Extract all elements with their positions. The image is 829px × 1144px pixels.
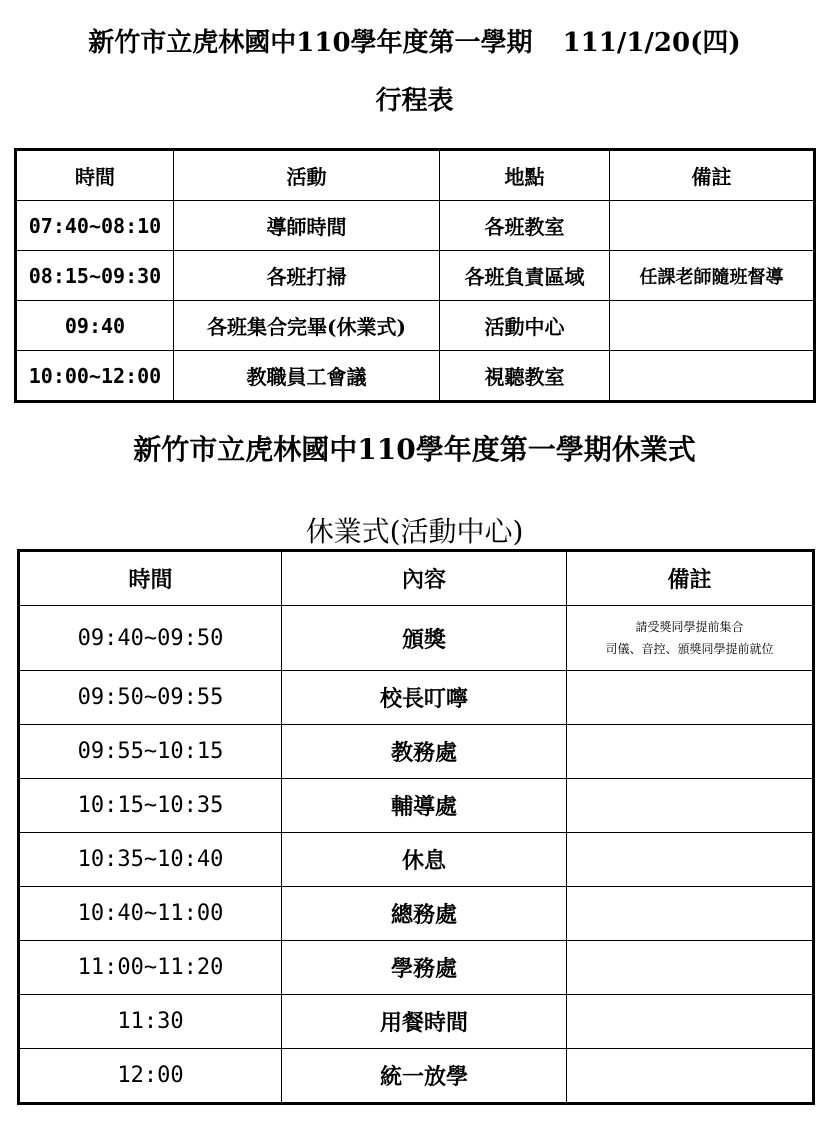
note-cell xyxy=(567,1049,814,1104)
activity-cell: 導師時間 xyxy=(174,201,440,251)
time-cell: 10:40~11:00 xyxy=(19,887,282,941)
time-cell: 09:40~09:50 xyxy=(19,606,282,671)
header-note: 備註 xyxy=(610,150,815,201)
ceremony-header-row xyxy=(19,551,814,606)
header-location: 地點 xyxy=(440,150,610,201)
time-cell: 10:15~10:35 xyxy=(19,779,282,833)
activity-cell: 各班集合完畢(休業式) xyxy=(174,301,440,351)
schedule-header-row xyxy=(16,150,815,201)
content-cell: 輔導處 xyxy=(282,779,567,833)
location-cell: 各班負責區域 xyxy=(440,251,610,301)
table-row xyxy=(19,779,814,833)
content-cell: 總務處 xyxy=(282,887,567,941)
document-title xyxy=(0,22,829,59)
table-row xyxy=(19,1049,814,1104)
note-cell xyxy=(567,779,814,833)
time-cell: 09:40 xyxy=(16,301,174,351)
table-row xyxy=(19,671,814,725)
content-cell: 用餐時間 xyxy=(282,995,567,1049)
table-row xyxy=(16,351,815,402)
time-cell: 11:00~11:20 xyxy=(19,941,282,995)
content-cell: 休息 xyxy=(282,833,567,887)
ceremony-table xyxy=(17,549,815,1105)
header-content: 內容 xyxy=(282,551,567,606)
note-cell xyxy=(567,671,814,725)
table-row xyxy=(19,606,814,671)
ceremony-heading: 休業式(活動中心) xyxy=(305,515,524,548)
time-cell: 10:35~10:40 xyxy=(19,833,282,887)
note-cell xyxy=(567,941,814,995)
note-cell xyxy=(567,606,814,671)
time-cell: 11:30 xyxy=(19,995,282,1049)
time-cell: 10:00~12:00 xyxy=(16,351,174,402)
table-row xyxy=(16,201,815,251)
activity-cell: 各班打掃 xyxy=(174,251,440,301)
note-line: 請受獎同學提前集合 xyxy=(635,620,744,634)
table-row xyxy=(19,941,814,995)
table-row xyxy=(16,301,815,351)
schedule-table xyxy=(14,148,816,403)
location-cell: 視聽教室 xyxy=(440,351,610,402)
title-date: 111/1/20(四) xyxy=(562,28,741,58)
schedule-heading: 行程表 xyxy=(375,86,454,116)
table-row xyxy=(19,833,814,887)
content-cell: 校長叮嚀 xyxy=(282,671,567,725)
note-cell xyxy=(567,725,814,779)
location-cell: 活動中心 xyxy=(440,301,610,351)
note-cell xyxy=(610,301,815,351)
content-cell: 統一放學 xyxy=(282,1049,567,1104)
table-row xyxy=(19,995,814,1049)
header-note: 備註 xyxy=(567,551,814,606)
table-row xyxy=(19,887,814,941)
content-cell: 學務處 xyxy=(282,941,567,995)
title-text: 新竹市立虎林國中110學年度第一學期 xyxy=(88,28,533,58)
activity-cell: 教職員工會議 xyxy=(174,351,440,402)
table-row xyxy=(16,251,815,301)
location-cell: 各班教室 xyxy=(440,201,610,251)
time-cell: 09:55~10:15 xyxy=(19,725,282,779)
note-cell xyxy=(610,351,815,402)
time-cell: 09:50~09:55 xyxy=(19,671,282,725)
note-cell xyxy=(610,201,815,251)
note-cell: 任課老師隨班督導 xyxy=(610,251,815,301)
table-row xyxy=(19,725,814,779)
content-cell: 教務處 xyxy=(282,725,567,779)
note-line: 司儀、音控、頒獎同學提前就位 xyxy=(605,642,774,656)
time-cell: 08:15~09:30 xyxy=(16,251,174,301)
header-time: 時間 xyxy=(16,150,174,201)
ceremony-title: 新竹市立虎林國中110學年度第一學期休業式 xyxy=(133,433,696,466)
header-time: 時間 xyxy=(19,551,282,606)
note-cell xyxy=(567,887,814,941)
time-cell: 12:00 xyxy=(19,1049,282,1104)
note-cell xyxy=(567,995,814,1049)
note-cell xyxy=(567,833,814,887)
content-cell: 頒獎 xyxy=(282,606,567,671)
time-cell: 07:40~08:10 xyxy=(16,201,174,251)
header-activity: 活動 xyxy=(174,150,440,201)
